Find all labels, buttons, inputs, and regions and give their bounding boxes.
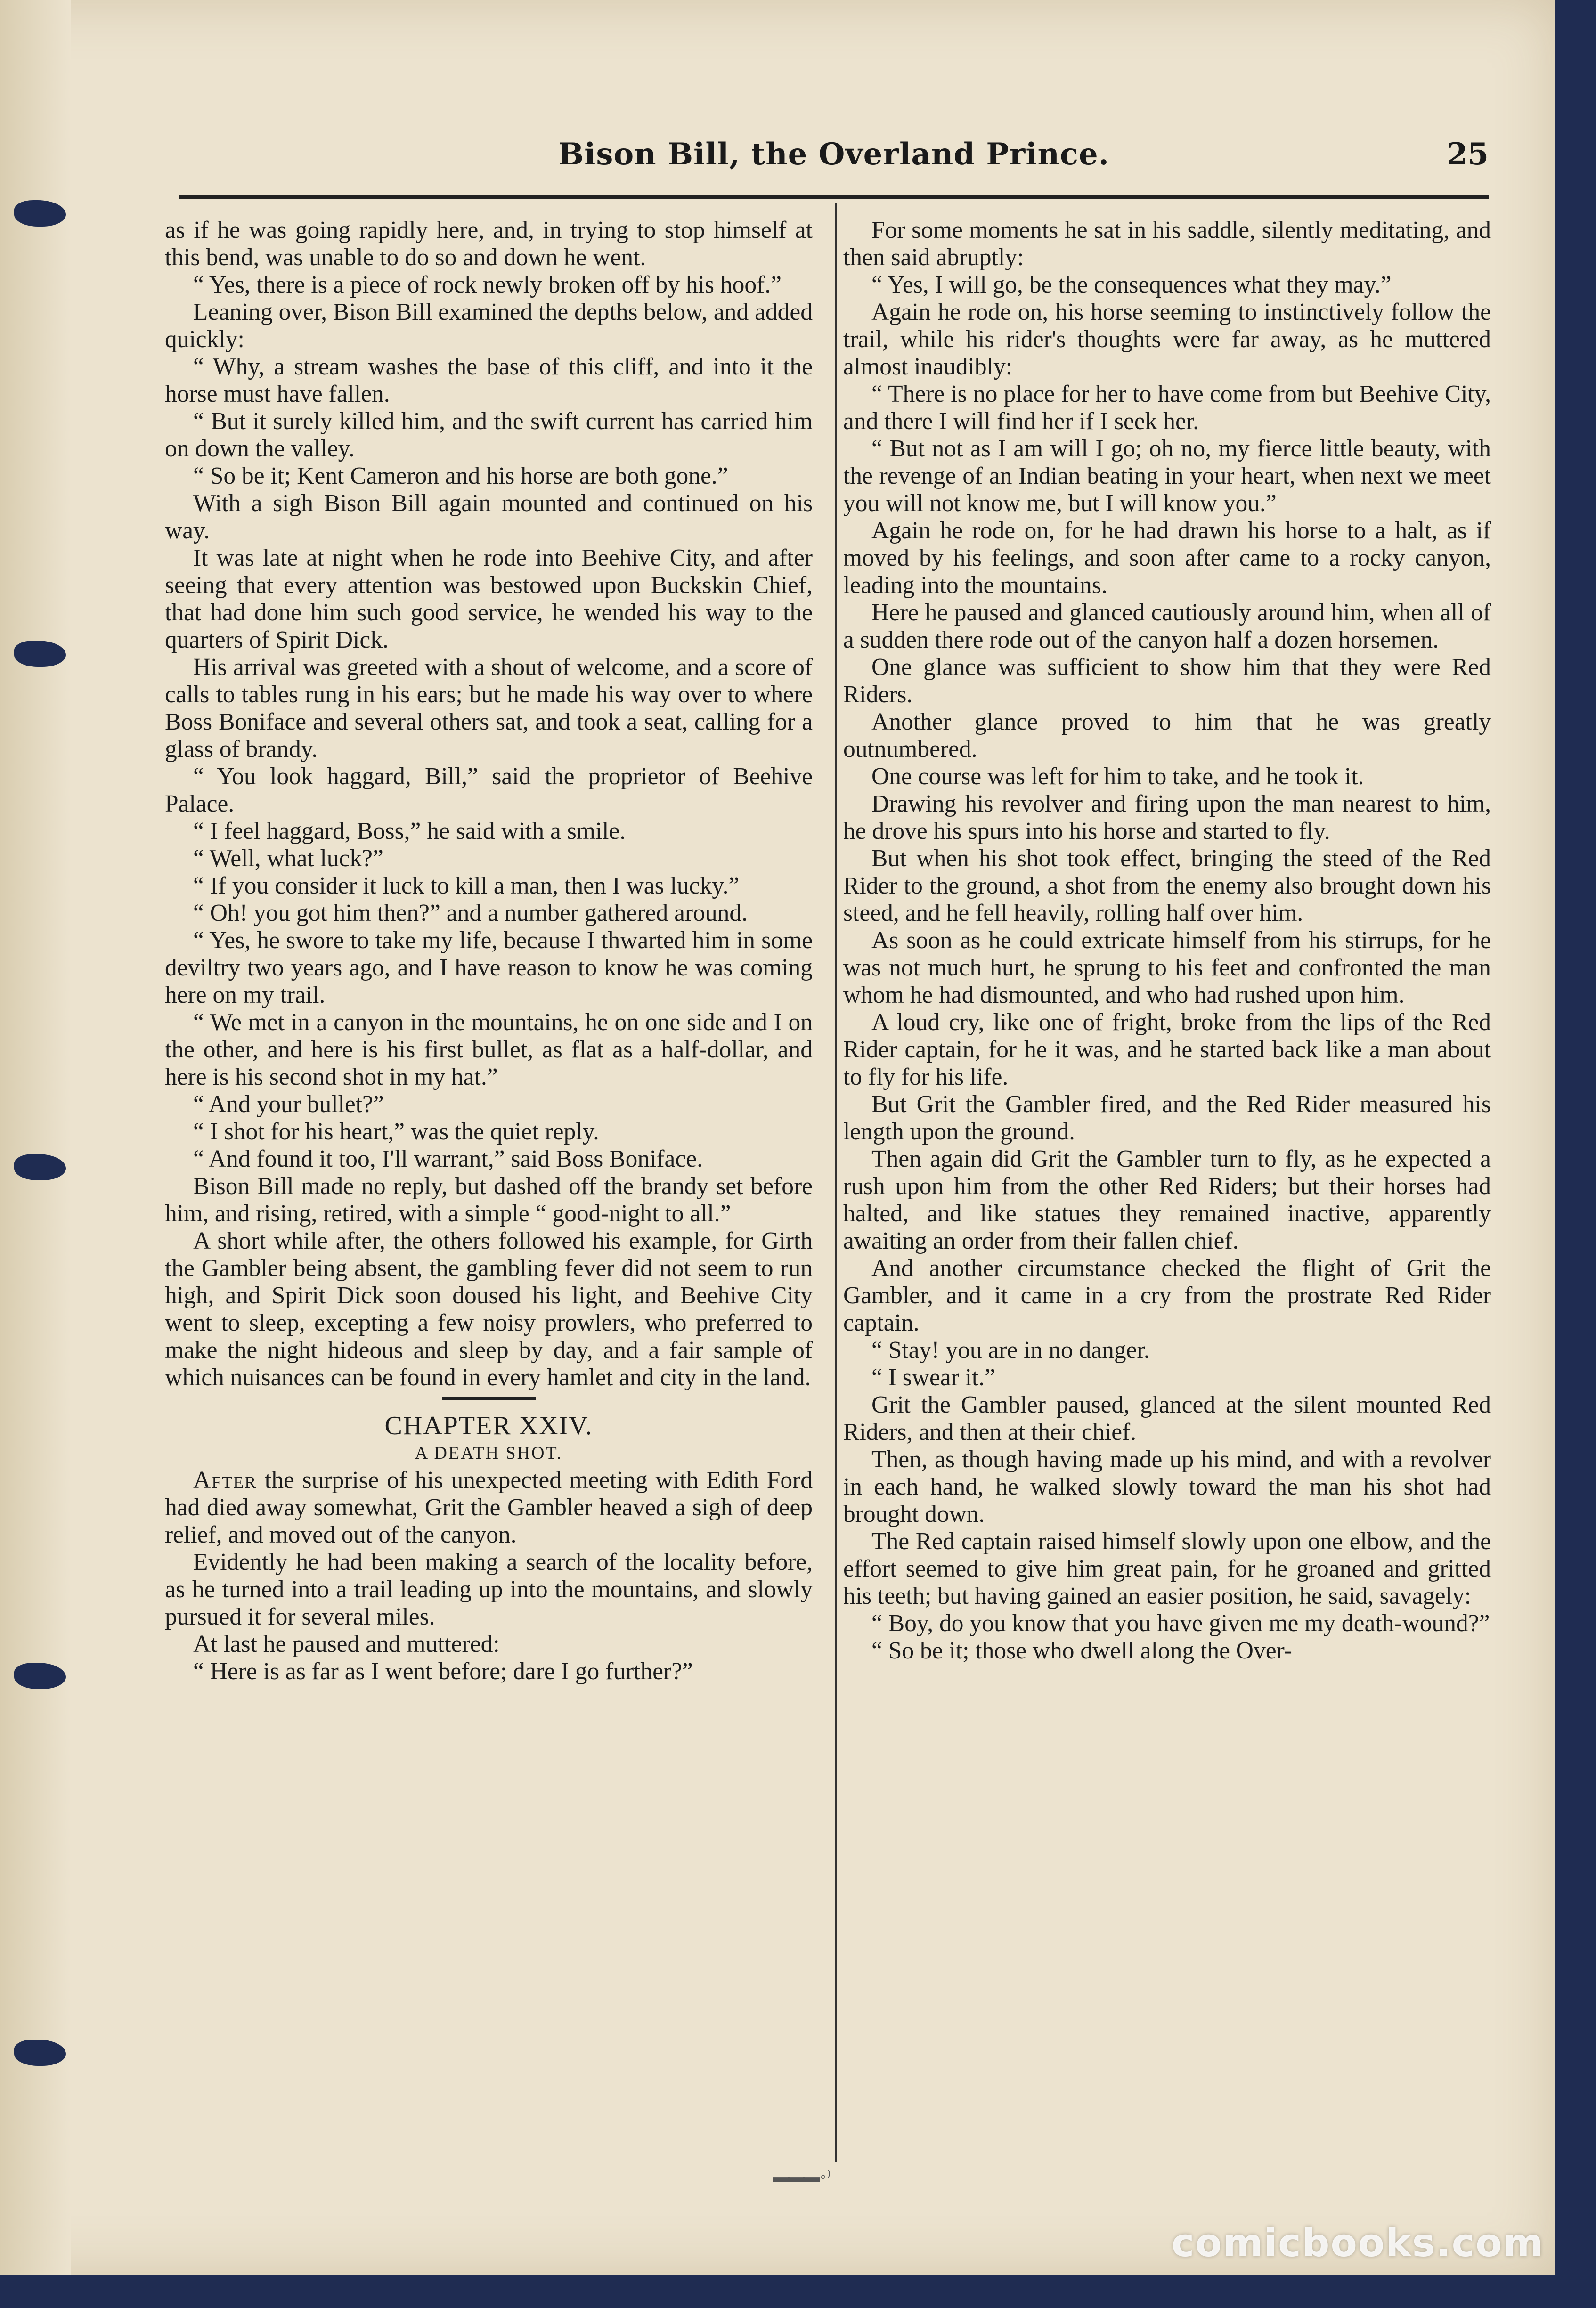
paragraph: “ Yes, he swore to take my life, because I thwarted him in some deviltry two years ago, and I have reason to know he was coming here on my trail. bbox=[165, 927, 813, 1008]
paragraph: as if he was going rapidly here, and, in trying to stop himself at this bend, was unable to do so and down he went. bbox=[165, 217, 813, 271]
section-rule bbox=[442, 1397, 536, 1400]
paragraph: “ But it surely killed him, and the swift current has carried him on down the valley. bbox=[165, 408, 813, 462]
paragraph: “ Here is as far as I went before; dare I go further?” bbox=[193, 1658, 693, 1685]
column-divider bbox=[835, 203, 837, 2162]
paragraph: Another glance proved to him that he was greatly outnumbered. bbox=[843, 708, 1491, 763]
paragraph: “ Oh! you got him then?” and a number gathered around. bbox=[193, 900, 748, 926]
paragraph: “ Boy, do you know that you have given me my death-wound?” bbox=[871, 1610, 1490, 1637]
paragraph: Bison Bill made no reply, but dashed off the brandy set before him, and rising, retired, with a simple “ good-night to all.” bbox=[165, 1173, 813, 1227]
header-rule bbox=[179, 195, 1489, 199]
paragraph: “ I shot for his heart,” was the quiet reply. bbox=[193, 1118, 599, 1145]
paragraph: Again he rode on, for he had drawn his horse to a halt, as if moved by his feelings, and soon after came to a rocky canyon, leading into the mountains. bbox=[843, 517, 1491, 599]
right-column bbox=[843, 217, 1491, 2157]
paragraph: One course was left for him to take, and he took it. bbox=[871, 763, 1364, 790]
paragraph: But when his shot took effect, bringing the steed of the Red Rider to the ground, a shot from the enemy also brought down his steed, and he fell heavily, rolling half over him. bbox=[843, 845, 1491, 926]
paragraph: “ And your bullet?” bbox=[193, 1091, 384, 1118]
paragraph: “ If you consider it luck to kill a man, then I was lucky.” bbox=[193, 872, 740, 899]
paragraph bbox=[165, 1467, 813, 1549]
paragraph: Here he paused and glanced cautiously around him, when all of a sudden there rode out of the canyon half a dozen horsemen. bbox=[843, 599, 1491, 653]
left-column bbox=[165, 217, 813, 2157]
paragraph: His arrival was greeted with a shout of welcome, and a score of calls to tables rung in his ears; but he made his way over to where Boss Boniface and several others sat, and took a seat, calling for a glass of brandy. bbox=[165, 654, 813, 763]
paragraph: Drawing his revolver and firing upon the man nearest to him, he drove his spurs into his horse and started to fly. bbox=[843, 790, 1491, 845]
running-head: Bison Bill, the Overland Prince. bbox=[558, 137, 1109, 172]
page-number: 25 bbox=[1446, 137, 1489, 172]
paragraph: Then again did Grit the Gambler turn to fly, as he expected a rush upon him from the other Red Riders; but their horses had halted, and like statues they remained inactive, apparently awaiting an order from their fallen chief. bbox=[843, 1146, 1491, 1254]
paragraph: As soon as he could extricate himself from his stirrups, for he was not much hurt, he sprung to his feet and confronted the man whom he had dismounted, and who had rushed upon him. bbox=[843, 927, 1491, 1008]
paragraph: “ You look haggard, Bill,” said the proprietor of Beehive Palace. bbox=[165, 763, 813, 817]
paragraph: Again he rode on, his horse seeming to instinctively follow the trail, while his rider's thoughts were far away, as he muttered almost inaudibly: bbox=[843, 299, 1491, 380]
paragraph: One glance was sufficient to show him that they were Red Riders. bbox=[843, 654, 1491, 708]
paragraph: The Red captain raised himself slowly upon one elbow, and the effort seemed to give him great pain, for he groaned and gritted his teeth; but having gained an easier position, he said, savagely: bbox=[843, 1528, 1491, 1609]
paragraph: “ There is no place for her to have come from but Beehive City, and there I will find her if I seek her. bbox=[843, 381, 1491, 435]
paragraph: “ Why, a stream washes the base of this cliff, and into it the horse must have fallen. bbox=[165, 353, 813, 407]
watermark-logo: comicbooks.com bbox=[1171, 2221, 1544, 2266]
paragraph: “ I feel haggard, Boss,” he said with a smile. bbox=[193, 818, 626, 845]
paragraph: “ We met in a canyon in the mountains, he on one side and I on the other, and here is his first bullet, as flat as a half-dollar, and here is his second shot in my hat.” bbox=[165, 1009, 813, 1090]
paragraph: Grit the Gambler paused, glanced at the silent mounted Red Riders, and then at their chief. bbox=[843, 1391, 1491, 1446]
paragraph: “ Well, what luck?” bbox=[193, 845, 383, 872]
paragraph: Then, as though having made up his mind, and with a revolver in each hand, he walked slowly toward the man his shot had brought down. bbox=[843, 1446, 1491, 1528]
paragraph: And another circumstance checked the flight of Grit the Gambler, and it came in a cry from the prostrate Red Rider captain. bbox=[843, 1255, 1491, 1336]
paragraph: “ Yes, I will go, be the consequences what they may.” bbox=[871, 271, 1392, 298]
paragraph: A loud cry, like one of fright, broke from the lips of the Red Rider captain, for he it was, and he started back like a man about to fly for his life. bbox=[843, 1009, 1491, 1090]
paragraph: “ But not as I am will I go; oh no, my fierce little beauty, with the revenge of an Indian beating in your heart, when next we meet you will not know me, but I will know you.” bbox=[843, 435, 1491, 517]
paragraph: It was late at night when he rode into Beehive City, and after seeing that every attention was bestowed upon Buckskin Chief, that had done him such good service, he wended his way to the quarters of Spirit Dick. bbox=[165, 544, 813, 653]
paragraph: “ So be it; Kent Cameron and his horse are both gone.” bbox=[193, 463, 728, 489]
chapter-title: CHAPTER XXIV. bbox=[384, 1411, 593, 1440]
paragraph: “ So be it; those who dwell along the Over- bbox=[871, 1637, 1292, 1664]
paragraph: “ I swear it.” bbox=[871, 1364, 996, 1391]
chapter-leadin: After bbox=[193, 1467, 257, 1494]
paragraph: A short while after, the others followed his example, for Girth the Gambler being absent, the gambling fever did not seem to run high, and Spirit Dick soon doused his light, and Beehive City went to sleep, excepting a few noisy prowlers, who preferred to make the night hideous and sleep by day, and a fair sample of which nuisances can be found in every hamlet and city in the land. bbox=[165, 1227, 813, 1391]
paragraph-text: the surprise of his unexpected meeting with Edith Ford had died away somewhat, Grit the Gambler heaved a sigh of deep relief, and moved out of the canyon. bbox=[165, 1467, 813, 1548]
paragraph: “ And found it too, I'll warrant,” said Boss Boniface. bbox=[193, 1146, 703, 1172]
chapter-subtitle: A DEATH SHOT. bbox=[415, 1443, 563, 1463]
paragraph: But Grit the Gambler fired, and the Red Rider measured his length upon the ground. bbox=[843, 1091, 1491, 1145]
page-binding-edge bbox=[0, 0, 71, 2275]
paragraph: Leaning over, Bison Bill examined the depths below, and added quickly: bbox=[165, 299, 813, 353]
paragraph: “ Stay! you are in no danger. bbox=[871, 1337, 1150, 1364]
paragraph: Evidently he had been making a search of the locality before, as he turned into a trail leading up into the mountains, and slowly pursued it for several miles. bbox=[165, 1549, 813, 1630]
paragraph: At last he paused and muttered: bbox=[193, 1631, 500, 1658]
paragraph: With a sigh Bison Bill again mounted and continued on his way. bbox=[165, 490, 813, 544]
page-header bbox=[179, 137, 1489, 188]
printer-mark: ▬▬▬ ◦ ⁾ bbox=[773, 2167, 829, 2186]
paragraph: For some moments he sat in his saddle, silently meditating, and then said abruptly: bbox=[843, 217, 1491, 271]
paragraph: “ Yes, there is a piece of rock newly broken off by his hoof.” bbox=[193, 271, 782, 298]
